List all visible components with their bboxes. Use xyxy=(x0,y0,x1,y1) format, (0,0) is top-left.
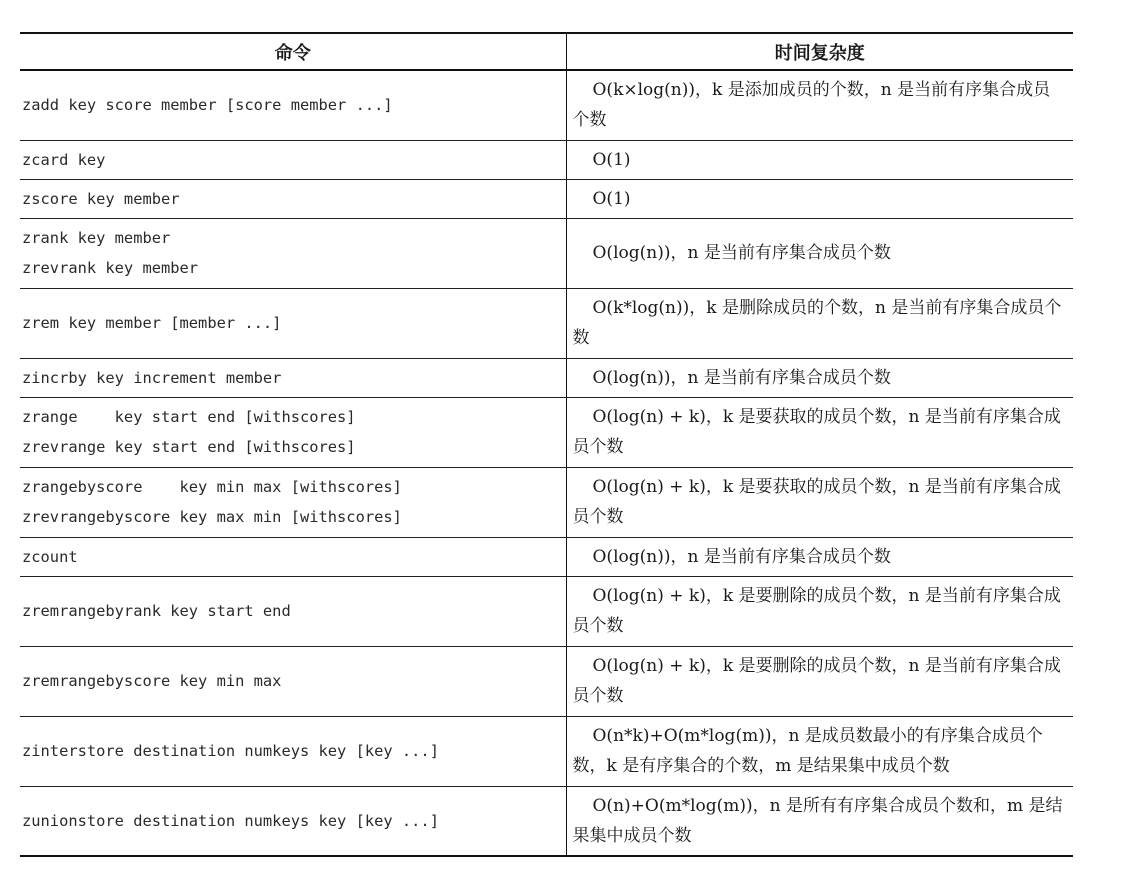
complexity-table xyxy=(20,32,1073,857)
command-text: zremrangebyscore key min max xyxy=(22,672,282,690)
complexity-cell xyxy=(566,786,1073,856)
command-cell xyxy=(20,786,566,856)
command-text: zrank key member xyxy=(22,229,171,247)
command-text: zinterstore destination numkeys key [key ...] xyxy=(22,742,439,760)
command-cell xyxy=(20,218,566,288)
command-text: zrevrank key member xyxy=(22,259,199,277)
complexity-cell xyxy=(566,288,1073,358)
complexity-text: O(n)+O(m*log(m))，n 是所有有序集合成员个数和，m 是结果集中成员个数 xyxy=(572,795,1063,846)
table-row xyxy=(20,716,1073,786)
command-cell xyxy=(20,467,566,537)
command-cell xyxy=(20,537,566,576)
command-text: zincrby key increment member xyxy=(22,368,282,387)
command-cell xyxy=(20,358,566,397)
command-cell xyxy=(20,70,566,140)
complexity-text: O(log(n) + k)，k 是要获取的成员个数，n 是当前有序集合成员个数 xyxy=(572,477,1061,527)
complexity-text: O(log(n))，n 是当前有序集合成员个数 xyxy=(592,243,891,263)
command-text: zrem key member [member ...] xyxy=(22,314,282,332)
complexity-cell xyxy=(566,576,1073,646)
complexity-text: O(1) xyxy=(592,149,631,170)
command-cell xyxy=(20,288,566,358)
complexity-text: O(k×log(n))，k 是添加成员的个数，n 是当前有序集合成员个数 xyxy=(572,80,1051,131)
complexity-text: O(n*k)+O(m*log(m))，n 是成员数最小的有序集合成员个数，k 是有序集合的个数，m 是结果集中成员个数 xyxy=(572,726,1043,776)
complexity-cell xyxy=(566,467,1073,537)
table-row xyxy=(20,786,1073,856)
complexity-cell xyxy=(566,358,1073,397)
command-text: zadd key score member [score member ...] xyxy=(22,96,393,115)
command-text: zcard key xyxy=(22,150,106,169)
complexity-text: O(log(n))，n 是当前有序集合成员个数 xyxy=(592,367,891,388)
complexity-cell xyxy=(566,218,1073,288)
complexity-cell xyxy=(566,397,1073,467)
command-text: zrange key start end [withscores] xyxy=(22,408,356,426)
command-cell xyxy=(20,576,566,646)
command-text: zscore key member xyxy=(22,189,180,208)
table-row xyxy=(20,70,1073,140)
command-cell xyxy=(20,140,566,179)
complexity-text: O(log(n))，n 是当前有序集合成员个数 xyxy=(592,546,891,567)
command-cell xyxy=(20,646,566,716)
complexity-cell xyxy=(566,646,1073,716)
command-text: zrangebyscore key min max [withscores] xyxy=(22,478,402,496)
complexity-text: O(log(n) + k)，k 是要删除的成员个数，n 是当前有序集合成员个数 xyxy=(572,656,1061,706)
complexity-cell xyxy=(566,537,1073,576)
command-text: zremrangebyrank key start end xyxy=(22,602,291,620)
table-body xyxy=(20,70,1073,856)
command-text: zrevrangebyscore key max min [withscores] xyxy=(22,508,402,526)
table-row xyxy=(20,358,1073,397)
command-cell xyxy=(20,397,566,467)
complexity-table-container xyxy=(20,32,1073,857)
complexity-cell xyxy=(566,70,1073,140)
table-row xyxy=(20,179,1073,218)
table-row xyxy=(20,140,1073,179)
table-row xyxy=(20,218,1073,288)
header-command: 命令 xyxy=(20,33,566,70)
table-row xyxy=(20,576,1073,646)
command-text: zcount xyxy=(22,547,78,566)
table-header-row xyxy=(20,33,1073,70)
header-complexity: 时间复杂度 xyxy=(774,42,865,64)
complexity-text: O(log(n) + k)，k 是要删除的成员个数，n 是当前有序集合成员个数 xyxy=(572,586,1061,636)
complexity-text: O(k*log(n))，k 是删除成员的个数，n 是当前有序集合成员个数 xyxy=(572,298,1062,348)
table-row xyxy=(20,288,1073,358)
command-cell xyxy=(20,179,566,218)
command-cell xyxy=(20,716,566,786)
complexity-cell xyxy=(566,716,1073,786)
command-text: zrevrange key start end [withscores] xyxy=(22,438,356,456)
table-row xyxy=(20,397,1073,467)
complexity-cell xyxy=(566,179,1073,218)
table-row xyxy=(20,537,1073,576)
table-row xyxy=(20,467,1073,537)
command-text: zunionstore destination numkeys key [key ...] xyxy=(22,811,439,830)
table-row xyxy=(20,646,1073,716)
complexity-cell xyxy=(566,140,1073,179)
complexity-text: O(log(n) + k)，k 是要获取的成员个数，n 是当前有序集合成员个数 xyxy=(572,407,1061,457)
complexity-text: O(1) xyxy=(592,188,631,209)
